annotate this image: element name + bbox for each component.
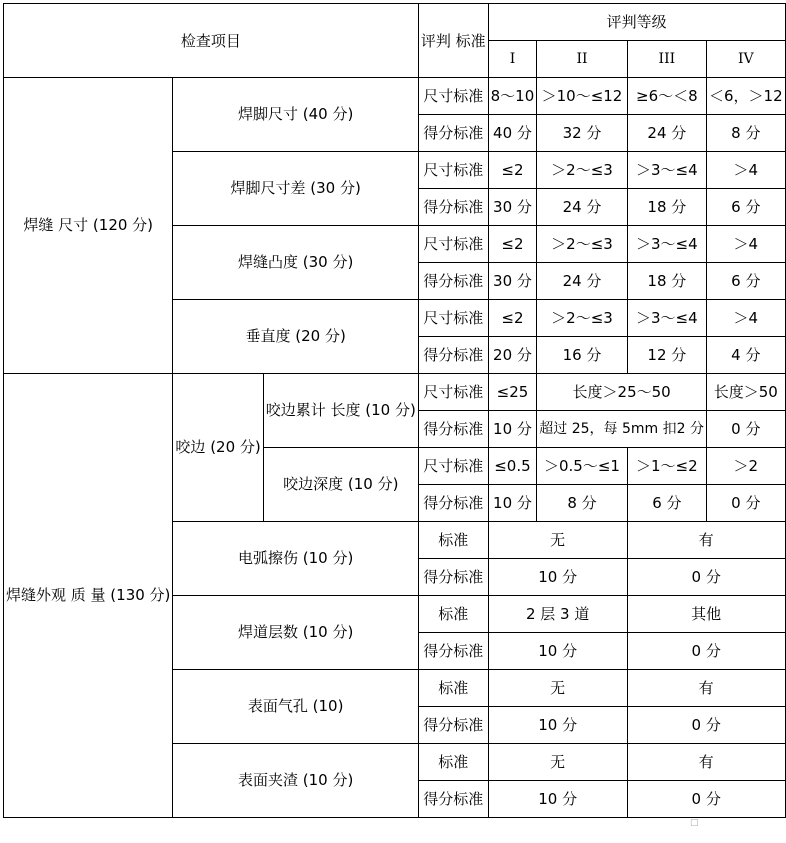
table-cell: 20 分 [488, 337, 537, 374]
header-grade: 评判等级 [488, 4, 785, 41]
table-cell: 无 [488, 522, 627, 559]
table-cell: 32 分 [537, 115, 627, 152]
undercut-depth-name: 咬边深度 (10 分) [263, 448, 418, 522]
table-row [4, 374, 786, 411]
table-cell: 10 分 [488, 633, 627, 670]
table-cell: ＞3～≤4 [627, 300, 706, 337]
score-std-label: 得分标准 [418, 189, 488, 226]
table-cell: 8 分 [537, 485, 627, 522]
table-cell: ＞4 [707, 152, 786, 189]
size-section-title: 焊缝 尺寸 (120 分) [4, 78, 173, 374]
table-cell: 24 分 [627, 115, 706, 152]
table-row [4, 78, 786, 115]
table-cell: 6 分 [707, 263, 786, 300]
table-cell: ＞2～≤3 [537, 152, 627, 189]
table-cell: ＞4 [707, 300, 786, 337]
item-name: 焊脚尺寸差 (30 分) [173, 152, 418, 226]
level-iv: IV [707, 41, 786, 78]
header-row [4, 4, 786, 41]
table-cell: ＞10～≤12 [537, 78, 627, 115]
table-cell: 无 [488, 670, 627, 707]
header-criterion: 评判 标准 [418, 4, 488, 78]
table-cell: 10 分 [488, 559, 627, 596]
table-cell: ＞4 [707, 226, 786, 263]
corner-mark: □ [690, 818, 699, 828]
item-name: 表面气孔 (10) [173, 670, 418, 744]
table-cell: 0 分 [627, 707, 785, 744]
table-cell: ＞2 [707, 448, 786, 485]
header-item: 检查项目 [4, 4, 419, 78]
std-label: 标准 [418, 744, 488, 781]
table-cell: 超过 25，每 5mm 扣2 分 [537, 411, 707, 448]
table-cell: 6 分 [627, 485, 706, 522]
size-std-label: 尺寸标准 [418, 300, 488, 337]
table-cell: 长度＞25～50 [537, 374, 707, 411]
table-cell: 10 分 [488, 485, 537, 522]
undercut-length-name: 咬边累计 长度 (10 分) [263, 374, 418, 448]
score-std-label: 得分标准 [418, 559, 488, 596]
score-std-label: 得分标准 [418, 485, 488, 522]
table-cell: 长度＞50 [707, 374, 786, 411]
size-std-label: 尺寸标准 [418, 448, 488, 485]
std-label: 标准 [418, 596, 488, 633]
table-cell: 0 分 [707, 411, 786, 448]
table-cell: 10 分 [488, 707, 627, 744]
table-cell: 0 分 [627, 633, 785, 670]
table-cell: 0 分 [627, 559, 785, 596]
table-cell: ≤0.5 [488, 448, 537, 485]
table-cell: 18 分 [627, 263, 706, 300]
size-std-label: 尺寸标准 [418, 226, 488, 263]
table-cell: 有 [627, 744, 785, 781]
table-cell: 30 分 [488, 263, 537, 300]
table-cell: 无 [488, 744, 627, 781]
score-std-label: 得分标准 [418, 263, 488, 300]
table-cell: 24 分 [537, 263, 627, 300]
level-i: I [488, 41, 537, 78]
table-cell: 18 分 [627, 189, 706, 226]
table-cell: 0 分 [627, 781, 785, 818]
item-name: 表面夹渣 (10 分) [173, 744, 418, 818]
table-cell: ＞2～≤3 [537, 300, 627, 337]
weld-evaluation-table [3, 3, 786, 818]
table-cell: ＞3～≤4 [627, 152, 706, 189]
table-cell: 10 分 [488, 411, 537, 448]
item-name: 垂直度 (20 分) [173, 300, 418, 374]
table-cell: 10 分 [488, 781, 627, 818]
item-name: 电弧擦伤 (10 分) [173, 522, 418, 596]
score-std-label: 得分标准 [418, 633, 488, 670]
level-ii: II [537, 41, 627, 78]
std-label: 标准 [418, 670, 488, 707]
score-std-label: 得分标准 [418, 411, 488, 448]
table-cell: ≤2 [488, 226, 537, 263]
table-cell: 0 分 [707, 485, 786, 522]
table-cell: 12 分 [627, 337, 706, 374]
score-std-label: 得分标准 [418, 781, 488, 818]
table-cell: ＞0.5～≤1 [537, 448, 627, 485]
table-cell: 有 [627, 670, 785, 707]
table-cell: 8～10 [488, 78, 537, 115]
undercut-name: 咬边 (20 分) [173, 374, 263, 522]
score-std-label: 得分标准 [418, 337, 488, 374]
size-std-label: 尺寸标准 [418, 152, 488, 189]
table-cell: 40 分 [488, 115, 537, 152]
table-cell: ≤2 [488, 300, 537, 337]
table-cell: 24 分 [537, 189, 627, 226]
table-cell: 6 分 [707, 189, 786, 226]
table-cell: 30 分 [488, 189, 537, 226]
table-cell: 16 分 [537, 337, 627, 374]
item-name: 焊缝凸度 (30 分) [173, 226, 418, 300]
table-cell: ＞3～≤4 [627, 226, 706, 263]
score-std-label: 得分标准 [418, 707, 488, 744]
level-iii: III [627, 41, 706, 78]
table-cell: 其他 [627, 596, 785, 633]
item-name: 焊道层数 (10 分) [173, 596, 418, 670]
size-std-label: 尺寸标准 [418, 374, 488, 411]
table-cell: ＜6，＞12 [707, 78, 786, 115]
table-cell: ＞1～≤2 [627, 448, 706, 485]
appearance-section-title: 焊缝外观 质 量 (130 分) [4, 374, 173, 818]
table-cell: 8 分 [707, 115, 786, 152]
table-cell: 2 层 3 道 [488, 596, 627, 633]
table-cell: 有 [627, 522, 785, 559]
table-cell: ≤2 [488, 152, 537, 189]
item-name: 焊脚尺寸 (40 分) [173, 78, 418, 152]
size-std-label: 尺寸标准 [418, 78, 488, 115]
table-cell: ＞2～≤3 [537, 226, 627, 263]
table-cell: 4 分 [707, 337, 786, 374]
std-label: 标准 [418, 522, 488, 559]
score-std-label: 得分标准 [418, 115, 488, 152]
table-cell: ≥6～＜8 [627, 78, 706, 115]
table-cell: ≤25 [488, 374, 537, 411]
